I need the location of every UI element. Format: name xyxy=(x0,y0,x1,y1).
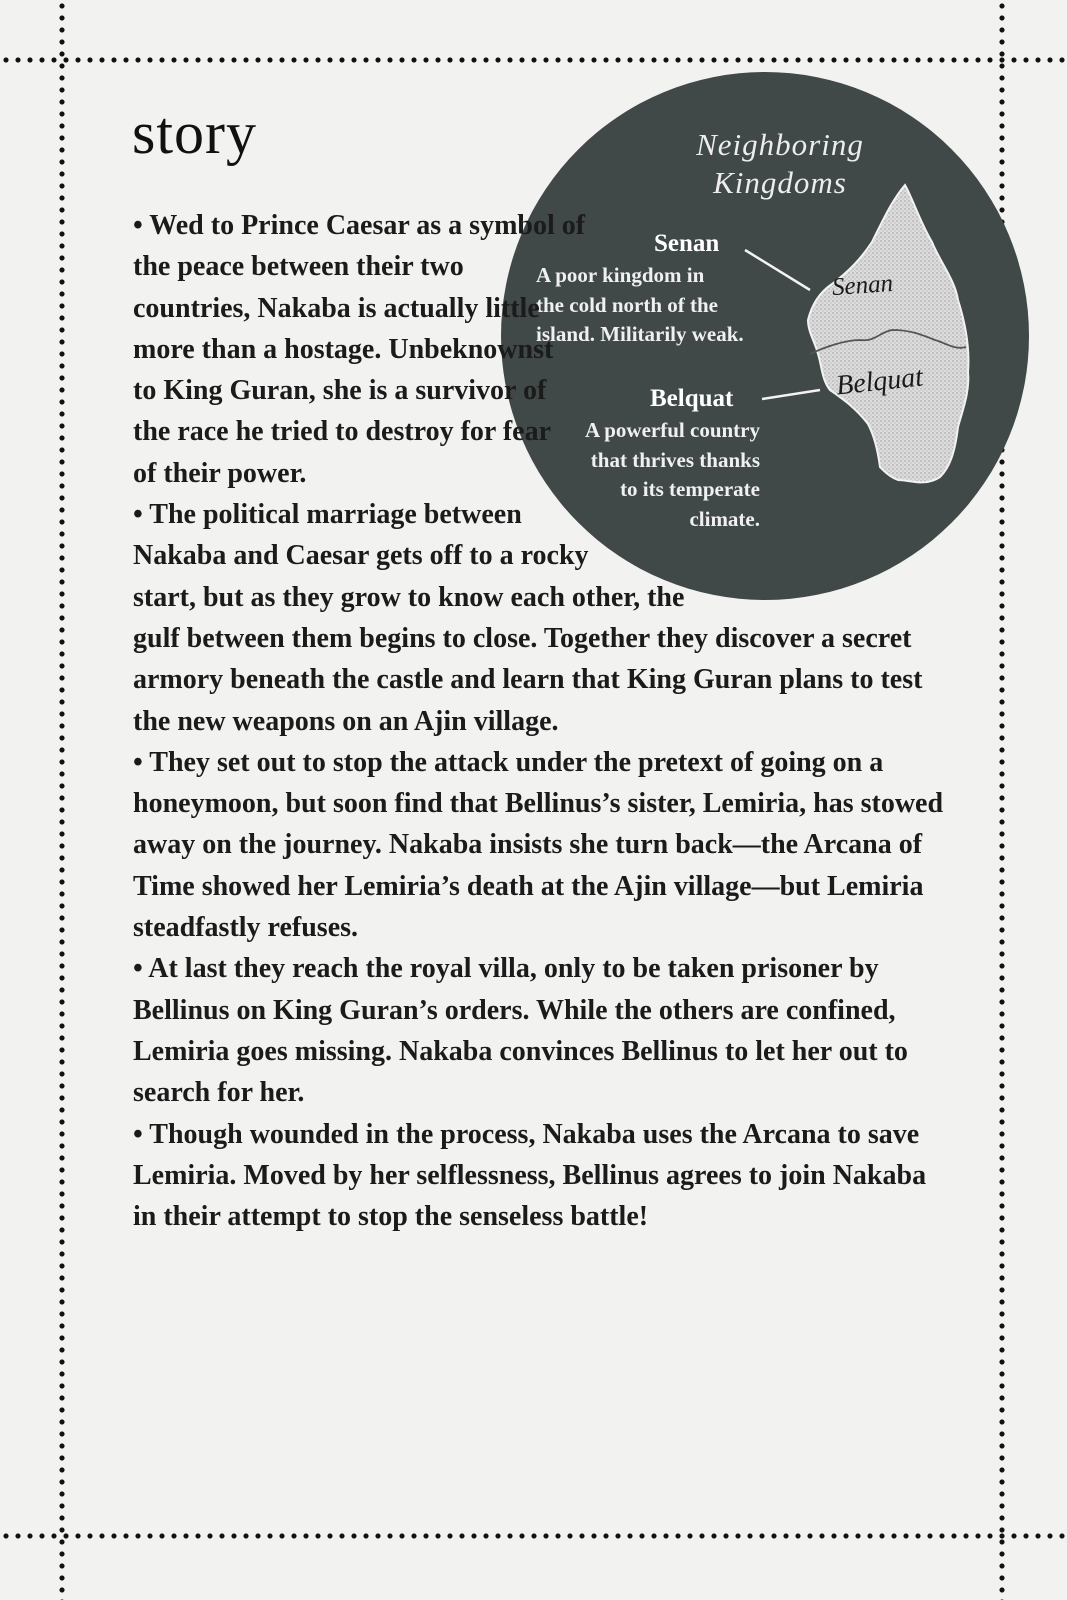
story-paragraph-2: • The political marriage between Nakaba and Caesar gets off to a rocky start, but as they grow to know each other, the gulf between them begins to close. Together they discover a secret armory beneath the castle and learn that King Guran plans to test the new weapons on an Ajin village. xyxy=(133,499,923,737)
kingdom-name-belquat: Belquat xyxy=(650,385,734,412)
kingdom-desc-belquat-line-2: that thrives thanks xyxy=(590,447,760,472)
kingdom-name-senan: Senan xyxy=(654,230,720,257)
kingdom-desc-senan-line-1: A poor kingdom in xyxy=(536,263,705,287)
map-label-senan: Senan xyxy=(831,269,894,302)
page-title: story xyxy=(132,100,257,166)
story-paragraph-1: • Wed to Prince Caesar as a symbol of the peace between their two countries, Nakaba is actually little more than a hostage. Unbeknownst to King Guran, she is a survivor of the race he tried to destroy for fear of their power. xyxy=(133,210,586,489)
dotted-border-top xyxy=(0,57,1067,63)
kingdom-desc-belquat-line-3: to its temperate xyxy=(620,477,760,501)
kingdom-desc-belquat-line-4: climate. xyxy=(689,506,760,531)
kingdom-desc-belquat-line-1: A powerful country xyxy=(585,418,760,442)
kingdom-desc-senan-line-2: the cold north of the xyxy=(536,292,718,317)
map-label-belquat: Belquat xyxy=(834,361,925,402)
dotted-border-left xyxy=(59,0,65,1600)
story-paragraph-3: • They set out to stop the attack under the pretext of going on a honeymoon, but soon find that Bellinus’s sister, Lemiria, has stowed away on the journey. Nakaba insists she turn back—the Arcana of Time showed her Lemiria’s death at the Ajin village—but Lemiria steadfastly refuses. xyxy=(133,746,944,944)
map-title xyxy=(660,126,900,202)
kingdom-desc-senan-line-3: island. Militarily weak. xyxy=(536,322,744,346)
map-title-line-1: Neighboring xyxy=(696,127,864,162)
story-body xyxy=(133,205,953,1237)
story-paragraph-4: • At last they reach the royal villa, only to be taken prisoner by Bellinus on King Guran’s orders. While the others are confined, Lemiria goes missing. Nakaba convinces Bellinus to let her out to search for her. xyxy=(133,953,908,1109)
story-paragraph-5: • Though wounded in the process, Nakaba uses the Arcana to save Lemiria. Moved by her selflessness, Bellinus agrees to join Nakaba in their attempt to stop the senseless battle! xyxy=(133,1118,927,1233)
map-title-line-2: Kingdoms xyxy=(713,165,847,200)
